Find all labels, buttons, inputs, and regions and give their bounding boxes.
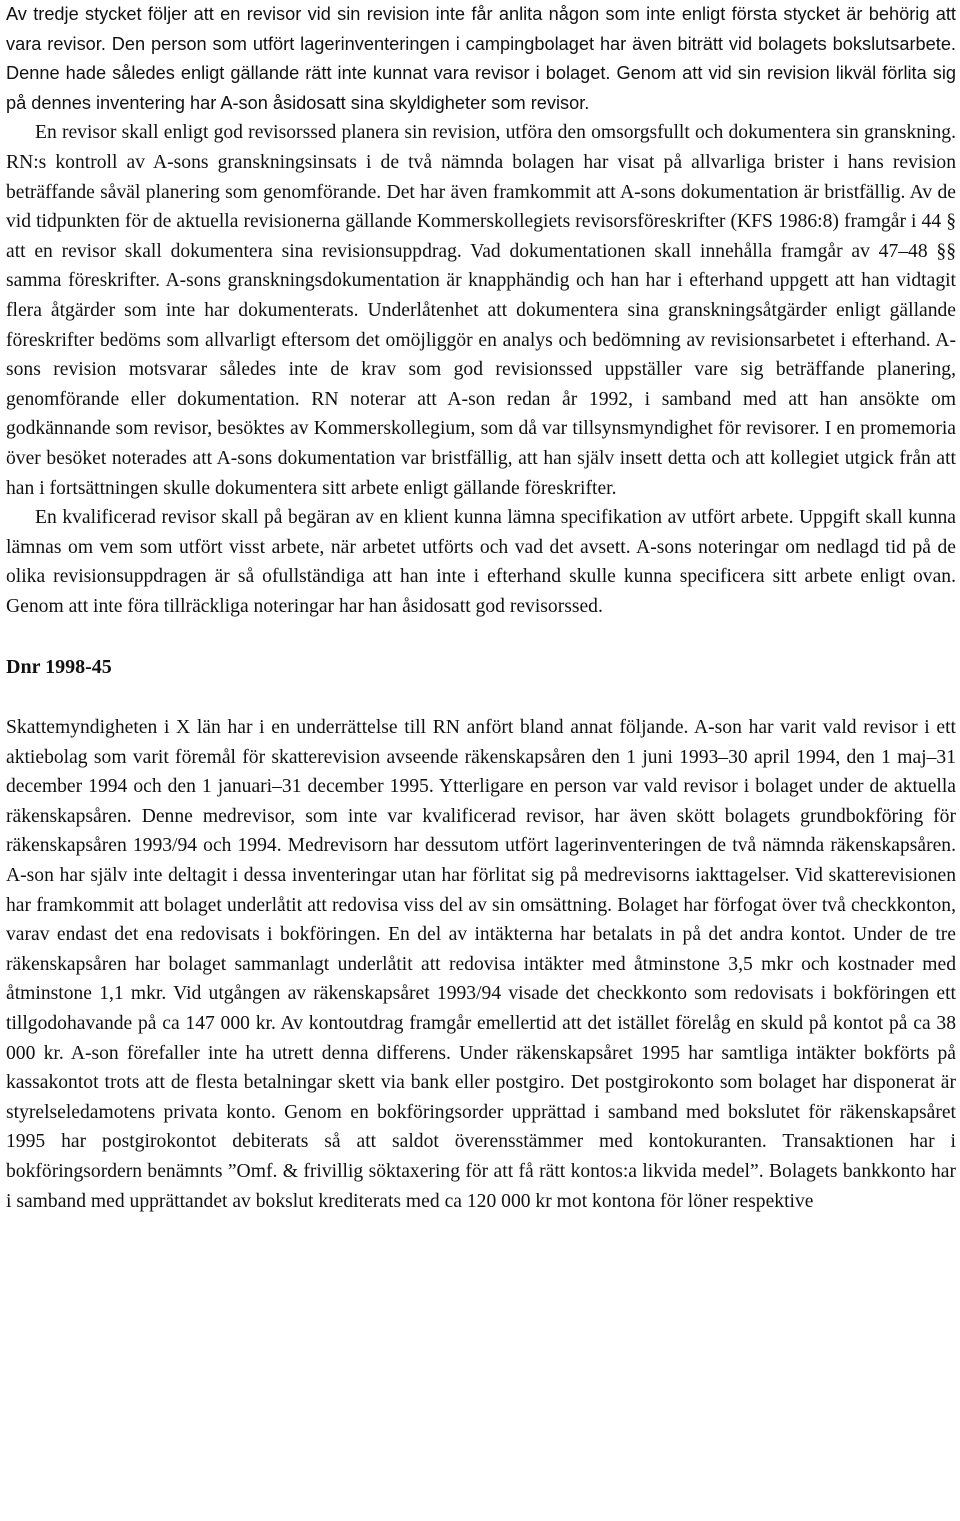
paragraph-text: En kvalificerad revisor skall på begäran av en klient kunna lämna specifikation av utfört arbete. Uppgift skall kunna lämnas om vem som utfört visst arbete, när arbetet utförts och vad det avsett. A-sons noteringar om nedlagd tid på de olika revisionsuppdragen är så ofullständiga att han inte i efterhand skulle kunna specificera sitt arbete enligt ovan. Genom att inte föra tillräckliga noteringar har han åsidosatt god revisorssed. (6, 507, 956, 617)
paragraph (6, 0, 956, 118)
document-body-bottom (6, 713, 956, 1216)
document-page (6, 0, 956, 1216)
document-body-top (6, 0, 956, 621)
paragraph (6, 503, 956, 621)
case-heading: Dnr 1998-45 (6, 656, 112, 679)
paragraph (6, 118, 956, 503)
paragraph-text: Skattemyndigheten i X län har i en underrättelse till RN anfört bland annat följande. A-son har varit vald revisor i ett aktiebolag som varit föremål för skatterevision avseende räkenskapsåren den 1 juni 1993–30 april 1994, den 1 maj–31 december 1994 och den 1 januari–31 december 1995. Ytterligare en person var vald revisor i bolaget under de aktuella räkenskapsåren. Denne medrevisor, som inte var kvalificerad revisor, har även skött bolagets grundbokföring för räkenskapsåren 1993/94 och 1994. Medrevisorn har dessutom utfört lagerinventeringen de två nämnda räkenskapsåren. A-son har själv inte deltagit i dessa inventeringar utan har förlitat sig på medrevisorns iakttagelser. Vid skatterevisionen har framkommit att bolaget underlåtit att redovisa viss del av sin omsättning. Bolaget har förfogat över två checkkonton, varav endast det ena redovisats i bokföringen. En del av intäkterna har betalats in på det andra kontot. Under de tre räkenskapsåren har bolaget sammanlagt underlåtit att redovisa intäkter med åtminstone 3,5 mkr och kostnader med åtminstone 1,1 mkr. Vid utgången av räkenskapsåret 1993/94 visade det checkkonto som redovisats i bokföringen ett tillgodohavande på ca 147 000 kr. Av kontoutdrag framgår emellertid att det istället förelåg en skuld på kontot på ca 38 000 kr. A-son förefaller inte ha utrett denna differens. Under räkenskapsåret 1995 har samtliga intäkter bokförts på kassakontot trots att de flesta betalningar skett via bank eller postgiro. Det postgirokonto som bolaget har disponerat är styrelseledamotens privata konto. Genom en bokföringsorder upprättad i samband med bokslutet för räkenskapsåret 1995 har postgirokontot debiterats så att saldot överensstämmer med kontokuranten. Transaktionen har i bokföringsordern benämnts ”Omf. & frivillig söktaxering för att få rätt kontos:a likvida medel”. Bolagets bankkonto har i samband med upprättandet av bokslut krediterats med ca 120 000 kr mot kontona för löner respektive (6, 717, 956, 1212)
paragraph-text: Av tredje stycket följer att en revisor vid sin revision inte får anlita någon som inte enligt första stycket är behörig att vara revisor. Den person som utfört lagerinventeringen i campingbolaget har även biträtt vid bolagets bokslutsarbete. Denne hade således enligt gällande rätt inte kunnat vara revisor i bolaget. Genom att vid sin revision likväl förlita sig på dennes inventering har A-son åsidosatt sina skyldigheter som revisor. (6, 4, 956, 113)
paragraph (6, 713, 956, 1216)
paragraph-text: En revisor skall enligt god revisorssed planera sin revision, utföra den omsorgsfullt och dokumentera sin granskning. RN:s kontroll av A-sons granskningsinsats i de två nämnda bolagen har visat på allvarliga brister i hans revision beträffande såväl planering som genomförande. Det har även framkommit att A-sons dokumentation är bristfällig. Av de vid tidpunkten för de aktuella revisionerna gällande Kommerskollegiets revisorsföreskrifter (KFS 1986:8) framgår i 44 § att en revisor skall dokumentera sina revisionsuppdrag. Vad dokumentationen skall innehålla framgår av 47–48 §§ samma föreskrifter. A-sons granskningsdokumentation är knapphändig och han har i efterhand uppgett att han vidtagit flera åtgärder som inte har dokumenterats. Underlåtenhet att dokumentera sina granskningsåtgärder enligt gällande föreskrifter bedöms som allvarligt eftersom det omöjliggör en analys och bedömning av revisionsarbetet i efterhand. A-sons revision motsvarar således inte de krav som god revisionssed uppställer vare sig beträffande planering, genomförande eller dokumentation. RN noterar att A-son redan år 1992, i samband med att han ansökte om godkännande som revisor, besöktes av Kommerskollegium, som då var tillsynsmyndighet för revisorer. I en promemoria över besöket noterades att A-sons dokumentation var bristfällig, att han själv insett detta och att kollegiet utgick från att han i fortsättningen skulle dokumentera sitt arbete enligt gällande föreskrifter. (6, 122, 956, 499)
